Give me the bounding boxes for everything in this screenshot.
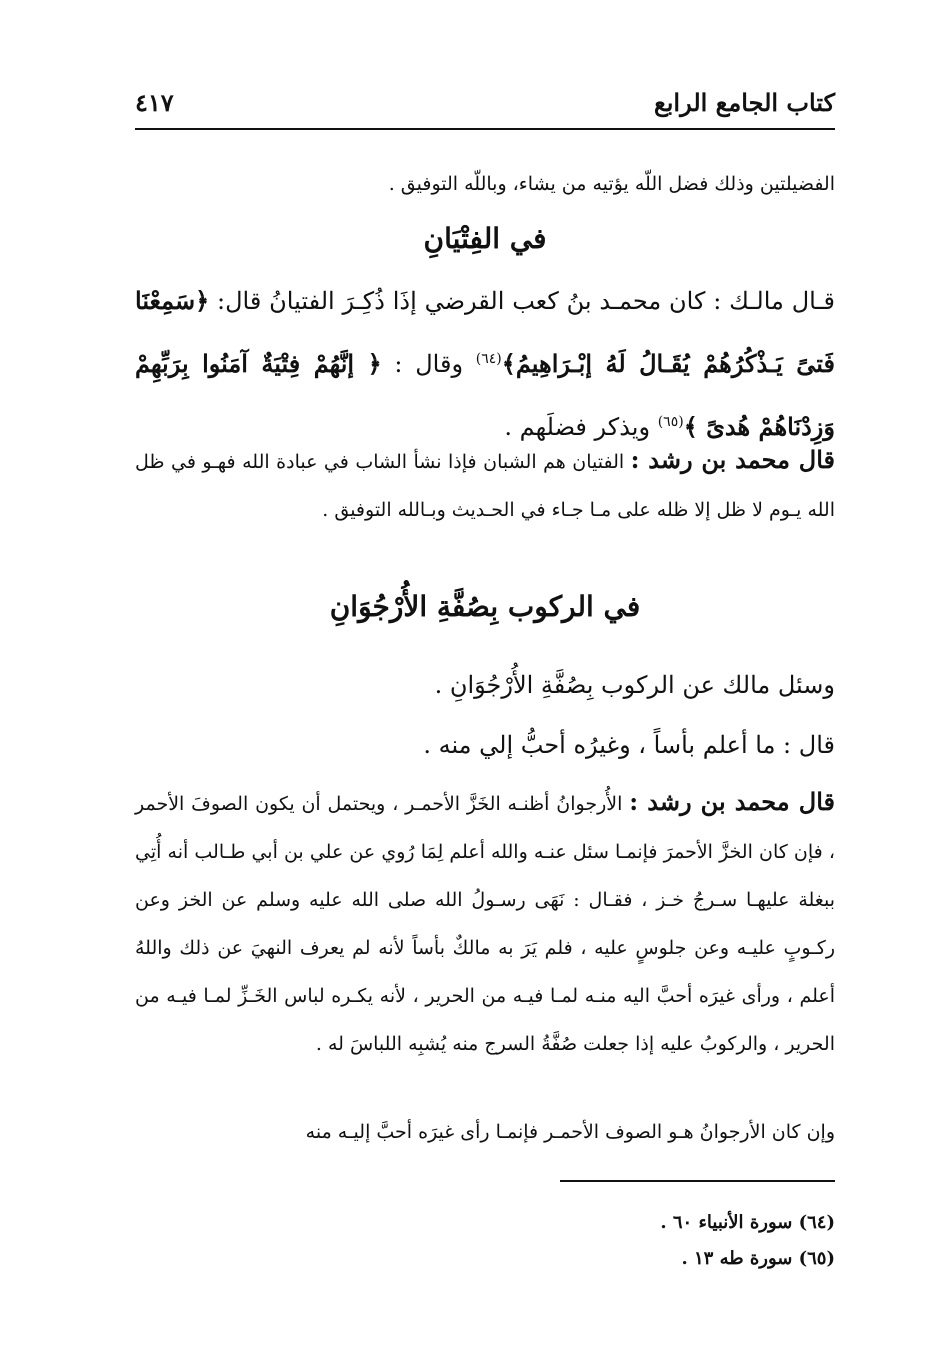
footnote-65: (٦٥) سورة طه ١٣ . [681, 1248, 835, 1269]
paragraph-2 [135, 272, 835, 456]
paragraph-2-text-a: قـال مالـك : كان محمـد بنُ كعب القرضي إذَا ذُكِـرَ الفتيانُ قال: [209, 287, 835, 315]
paragraph-6-text: الأُرجوانُ أظنـه الخَزَّ الأحمـر ، ويحتمل أن يكون الصوفَ الأحمر ، فإن كان الخزَّ الأحمرَ فإنمـا سئل عنـه والله أعلم لِمَا رُوي عن علي بن أبي طـالب أنه أُتِي ببغلة عليهـا سـرجُ خـز ، فقـال : نَهَى رسـولُ الله صلى الله عليه وسلم عن الخز وعن ركـوبٍ عليـه وعن جلوسٍ عليه ، فلم يَرَ به مالكٌ بأساً لأنه لم يعرف النهيَ عن ذلك واللهُ أعلم ، ورأى غيرَه أحبَّ اليه منـه لمـا فيـه من الحرير ، لأنه يكـره لباس الخَـزِّ لمـا فيـه من الحرير ، والركوبُ عليه إذا جعلت صُفَّةُ السرج منه يُشبِه اللباسَ له . [135, 793, 835, 1055]
footnote-ref-65: (٦٥) [657, 414, 684, 430]
paragraph-3 [135, 436, 835, 534]
paragraph-5: قال : ما أعلم بأساً ، وغيرُه أحبُّ إلي منه . [423, 731, 835, 759]
page-number: ٤١٧ [135, 88, 174, 117]
header-divider [135, 128, 835, 130]
footnote-divider [560, 1180, 835, 1182]
paragraph-2-text-b: وقال : [381, 350, 476, 378]
paragraph-2-text-c: ويذكر فضلَهم . [504, 413, 658, 441]
footnote-64: (٦٤) سورة الأنبياء ٦٠ . [660, 1212, 835, 1233]
quran-verse-2: ﴿ إنَّهُمْ فِتْيَةٌ آمَنُوا بِرَبِّهِمْ وَزِدْنَاهُمْ هُدىً ﴾ [135, 349, 835, 441]
paragraph-6 [135, 778, 835, 1068]
section-heading-fityan: في الفِتْيَانِ [423, 222, 547, 255]
quran-verse-1: ﴿سَمِعْنَا فَتىً يَـذْكُرُهُمْ يُقَـالُ لَهُ إبْـرَاهِيمُ﴾ [135, 286, 835, 378]
commentary-lead: قال محمد بن رشد : [630, 445, 835, 474]
book-title: كتاب الجامع الرابع [653, 88, 835, 117]
commentary-lead-2: قال محمد بن رشد : [629, 787, 835, 816]
paragraph-3-text: الفتيان هم الشبان فإذا نشأ الشاب في عبادة الله فهـو في ظل الله يـوم لا ظل إلا ظله على مـا جـاء في الحـديث وبـالله التوفيق . [135, 451, 835, 521]
footnote-ref-64: (٦٤) [475, 351, 502, 367]
running-header [135, 88, 835, 124]
section-heading-urjuwan: في الركوب بِصُفَّةِ الأُرْجُوَانِ [329, 590, 641, 623]
paragraph-4: وسئل مالك عن الركوب بِصُفَّةِ الأُرْجُوَانِ . [434, 671, 835, 699]
paragraph-1: الفضيلتين وذلك فضل اللّه يؤتيه من يشاء، وباللّه التوفيق . [388, 173, 835, 195]
book-page [135, 0, 835, 1372]
paragraph-7: وإن كان الأرجوانُ هـو الصوف الأحمـر فإنمـا رأى غيرَه أحبَّ إليـه منه [305, 1121, 835, 1143]
